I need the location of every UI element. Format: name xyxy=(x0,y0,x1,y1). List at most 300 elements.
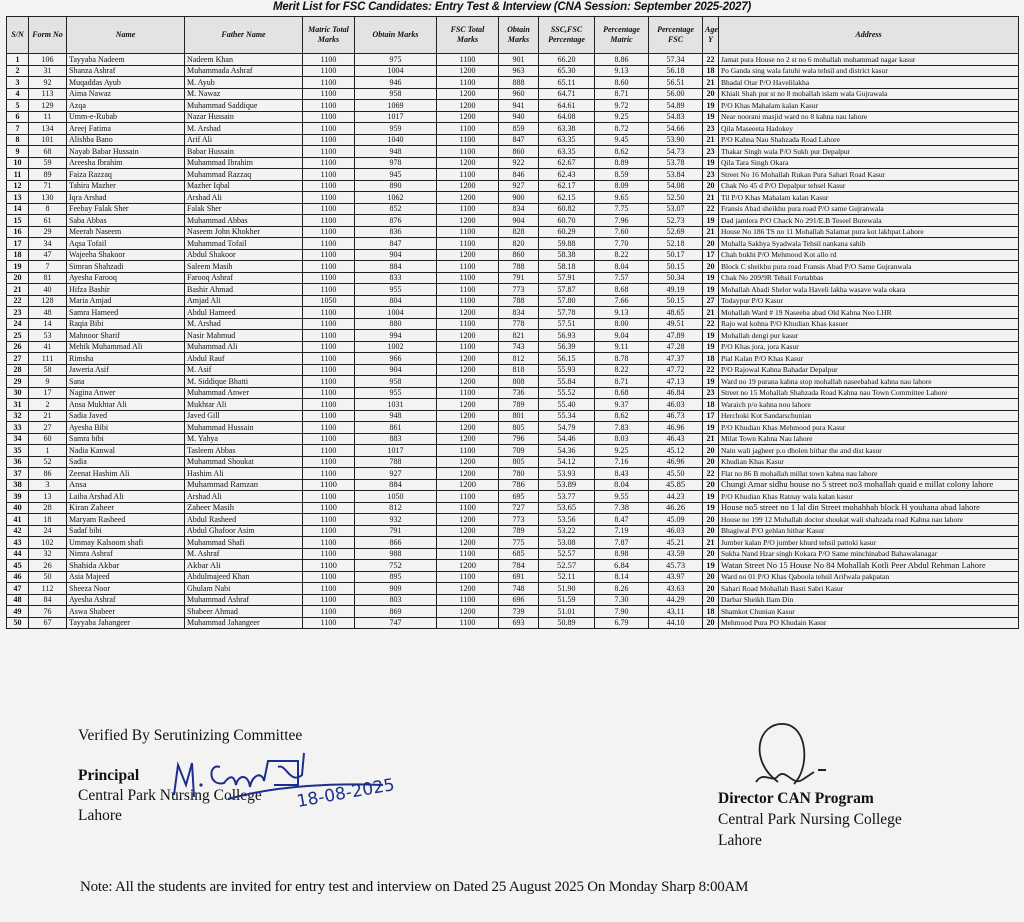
cell-age: 20 xyxy=(703,456,719,468)
merit-list-table xyxy=(6,16,1019,629)
cell-address: Mohallah Abadi Shelor wala Haveli lakha wasave wala okara xyxy=(719,284,1019,296)
cell-fsc-obtain: 808 xyxy=(499,376,539,388)
cell-form-no: 129 xyxy=(29,100,67,112)
cell-father-name: M. Ayub xyxy=(185,77,303,89)
table-row xyxy=(7,583,1019,595)
cell-percentage-fsc: 45.12 xyxy=(649,445,703,457)
cell-fsc-obtain: 812 xyxy=(499,353,539,365)
cell-form-no: 68 xyxy=(29,146,67,158)
cell-name: Sheeza Noor xyxy=(67,583,185,595)
cell-matric-obtain: 852 xyxy=(355,203,437,215)
cell-matric-obtain: 866 xyxy=(355,537,437,549)
cell-matric-total: 1100 xyxy=(303,606,355,618)
cell-fsc-total: 1200 xyxy=(437,606,499,618)
cell-percentage-matric: 7.66 xyxy=(595,295,649,307)
cell-address: Chungi Amar sidhu house no 5 street no3 mohallah quaid e millat colony lahore xyxy=(719,479,1019,491)
cell-address: House No 186 TS no 11 Mohallah Salamat pura kot lakhpat Lahore xyxy=(719,226,1019,238)
cell-sn: 40 xyxy=(7,502,29,514)
cell-father-name: Muhammad Saddique xyxy=(185,100,303,112)
cell-sn: 17 xyxy=(7,238,29,250)
cell-ssc-fsc-percentage: 62.17 xyxy=(539,180,595,192)
cell-ssc-fsc-percentage: 56.39 xyxy=(539,341,595,353)
cell-age: 18 xyxy=(703,606,719,618)
cell-form-no: 52 xyxy=(29,456,67,468)
cell-sn: 11 xyxy=(7,169,29,181)
cell-fsc-obtain: 739 xyxy=(499,606,539,618)
table-row xyxy=(7,410,1019,422)
cell-father-name: Shabeer Ahmad xyxy=(185,606,303,618)
table-row xyxy=(7,238,1019,250)
cell-matric-obtain: 932 xyxy=(355,514,437,526)
cell-ssc-fsc-percentage: 51.59 xyxy=(539,594,595,606)
cell-sn: 27 xyxy=(7,353,29,365)
cell-matric-obtain: 895 xyxy=(355,571,437,583)
cell-matric-total: 1100 xyxy=(303,364,355,376)
cell-percentage-fsc: 46.03 xyxy=(649,399,703,411)
cell-fsc-total: 1200 xyxy=(437,192,499,204)
cell-percentage-fsc: 56.51 xyxy=(649,77,703,89)
cell-address: Block C sheikhu pura road Fransis Abad P/O Same Gujranwala xyxy=(719,261,1019,273)
cell-percentage-fsc: 53.07 xyxy=(649,203,703,215)
cell-ssc-fsc-percentage: 65.30 xyxy=(539,65,595,77)
cell-ssc-fsc-percentage: 59.88 xyxy=(539,238,595,250)
cell-fsc-total: 1200 xyxy=(437,353,499,365)
cell-sn: 28 xyxy=(7,364,29,376)
cell-name: Ansa xyxy=(67,479,185,491)
cell-fsc-total: 1100 xyxy=(437,146,499,158)
cell-address: Fransis Abad sheikhu pura road P/O same Gujranwala xyxy=(719,203,1019,215)
cell-fsc-total: 1100 xyxy=(437,261,499,273)
cell-matric-obtain: 747 xyxy=(355,617,437,629)
cell-name: Zeenat Hashim Ali xyxy=(67,468,185,480)
cell-form-no: 24 xyxy=(29,525,67,537)
cell-form-no: 48 xyxy=(29,307,67,319)
cell-matric-obtain: 946 xyxy=(355,77,437,89)
cell-fsc-total: 1200 xyxy=(437,111,499,123)
cell-form-no: 1 xyxy=(29,445,67,457)
cell-address: Ward no 19 purana kahna stop mohallah naseebabad kahna nau lahore xyxy=(719,376,1019,388)
col-header-address: Address xyxy=(719,17,1019,54)
cell-address: P/O Rajowal Kahna Bahadar Depalpur xyxy=(719,364,1019,376)
cell-percentage-matric: 8.68 xyxy=(595,284,649,296)
cell-fsc-total: 1100 xyxy=(437,445,499,457)
cell-percentage-fsc: 46.96 xyxy=(649,422,703,434)
cell-fsc-total: 1200 xyxy=(437,525,499,537)
cell-matric-obtain: 1017 xyxy=(355,445,437,457)
cell-address: Darbar Sheikh Ilam Din xyxy=(719,594,1019,606)
cell-name: Kiran Zaheer xyxy=(67,502,185,514)
cell-address: Khiali Shah pur st no 8 mohallah islam wala Gujrawala xyxy=(719,88,1019,100)
cell-percentage-fsc: 47.89 xyxy=(649,330,703,342)
cell-ssc-fsc-percentage: 55.34 xyxy=(539,410,595,422)
cell-address: Waraich p/o kahna nou lahore xyxy=(719,399,1019,411)
table-row xyxy=(7,525,1019,537)
cell-matric-total: 1100 xyxy=(303,77,355,89)
cell-age: 20 xyxy=(703,88,719,100)
cell-percentage-fsc: 54.73 xyxy=(649,146,703,158)
cell-matric-total: 1100 xyxy=(303,468,355,480)
cell-form-no: 41 xyxy=(29,341,67,353)
cell-percentage-matric: 8.89 xyxy=(595,157,649,169)
cell-fsc-total: 1200 xyxy=(437,180,499,192)
cell-name: Shanza Ashraf xyxy=(67,65,185,77)
cell-percentage-fsc: 47.28 xyxy=(649,341,703,353)
table-row xyxy=(7,560,1019,572)
cell-percentage-fsc: 54.89 xyxy=(649,100,703,112)
cell-age: 22 xyxy=(703,318,719,330)
cell-percentage-fsc: 52.50 xyxy=(649,192,703,204)
table-row xyxy=(7,456,1019,468)
cell-age: 19 xyxy=(703,272,719,284)
col-header-fsc-total: FSC Total Marks xyxy=(437,17,499,54)
cell-age: 20 xyxy=(703,617,719,629)
verified-by-text: Verified By Serutinizing Committee xyxy=(78,727,303,744)
col-header-percentage-matric: Percentage Matric xyxy=(595,17,649,54)
cell-name: Muqaddas Ayub xyxy=(67,77,185,89)
cell-sn: 48 xyxy=(7,594,29,606)
cell-fsc-total: 1100 xyxy=(437,54,499,66)
cell-fsc-total: 1200 xyxy=(437,307,499,319)
cell-address: Thakar Singh wala P/O Sukh pur Depalpur xyxy=(719,146,1019,158)
cell-fsc-obtain: 847 xyxy=(499,134,539,146)
cell-matric-total: 1100 xyxy=(303,192,355,204)
cell-name: Maryam Rasheed xyxy=(67,514,185,526)
cell-percentage-matric: 8.60 xyxy=(595,77,649,89)
cell-age: 23 xyxy=(703,169,719,181)
cell-matric-obtain: 803 xyxy=(355,594,437,606)
cell-matric-obtain: 1069 xyxy=(355,100,437,112)
cell-matric-obtain: 804 xyxy=(355,295,437,307)
cell-fsc-obtain: 801 xyxy=(499,410,539,422)
cell-fsc-total: 1200 xyxy=(437,330,499,342)
cell-ssc-fsc-percentage: 53.22 xyxy=(539,525,595,537)
cell-percentage-fsc: 54.66 xyxy=(649,123,703,135)
cell-matric-obtain: 836 xyxy=(355,226,437,238)
cell-sn: 30 xyxy=(7,387,29,399)
table-row xyxy=(7,491,1019,503)
cell-percentage-fsc: 53.90 xyxy=(649,134,703,146)
cell-name: Nadia Kanwal xyxy=(67,445,185,457)
cell-name: Mahnoor Sharif xyxy=(67,330,185,342)
cell-sn: 13 xyxy=(7,192,29,204)
cell-form-no: 58 xyxy=(29,364,67,376)
cell-father-name: Amjad Ali xyxy=(185,295,303,307)
cell-form-no: 11 xyxy=(29,111,67,123)
cell-fsc-obtain: 821 xyxy=(499,330,539,342)
cell-fsc-total: 1100 xyxy=(437,123,499,135)
cell-sn: 47 xyxy=(7,583,29,595)
cell-sn: 6 xyxy=(7,111,29,123)
cell-matric-total: 1100 xyxy=(303,422,355,434)
table-row xyxy=(7,134,1019,146)
cell-ssc-fsc-percentage: 60.70 xyxy=(539,215,595,227)
cell-father-name: M. Asif xyxy=(185,364,303,376)
cell-percentage-matric: 7.19 xyxy=(595,525,649,537)
cell-address: Chak No 209/9R Tehsil Fortabbas xyxy=(719,272,1019,284)
cell-father-name: Abdulmajeed Khan xyxy=(185,571,303,583)
cell-father-name: Nasir Mahmud xyxy=(185,330,303,342)
cell-matric-total: 1100 xyxy=(303,100,355,112)
cell-father-name: Muhammad Razzaq xyxy=(185,169,303,181)
cell-matric-obtain: 909 xyxy=(355,583,437,595)
cell-name: Areesha Ibrahim xyxy=(67,157,185,169)
cell-form-no: 89 xyxy=(29,169,67,181)
cell-age: 22 xyxy=(703,468,719,480)
col-header-father-name: Father Name xyxy=(185,17,303,54)
cell-address: Watan Street No 15 House No 84 Mohallah Kotli Peer Abdul Rehman Lahore xyxy=(719,560,1019,572)
cell-fsc-total: 1200 xyxy=(437,514,499,526)
cell-address: Qila Maseeeta Hadokey xyxy=(719,123,1019,135)
table-row xyxy=(7,548,1019,560)
cell-matric-total: 1100 xyxy=(303,491,355,503)
city-left: Lahore xyxy=(78,807,122,824)
cell-fsc-obtain: 791 xyxy=(499,272,539,284)
cell-matric-total: 1100 xyxy=(303,226,355,238)
cell-percentage-fsc: 44.29 xyxy=(649,594,703,606)
cell-ssc-fsc-percentage: 57.91 xyxy=(539,272,595,284)
cell-form-no: 29 xyxy=(29,226,67,238)
cell-address: Street No 16 Mohallah Rukan Pura Sahari Road Kasur xyxy=(719,169,1019,181)
cell-address: Flat no 86 B mohallah millat town kahna nau lahore xyxy=(719,468,1019,480)
table-row xyxy=(7,215,1019,227)
cell-matric-obtain: 1031 xyxy=(355,399,437,411)
cell-name: Sadaf bibi xyxy=(67,525,185,537)
cell-form-no: 31 xyxy=(29,65,67,77)
cell-percentage-matric: 8.59 xyxy=(595,169,649,181)
cell-percentage-matric: 8.72 xyxy=(595,123,649,135)
col-header-matric-obtain: Obtain Marks xyxy=(355,17,437,54)
cell-address: Khudian Khas Kasur xyxy=(719,456,1019,468)
cell-address: House no 199 12 Mohallah doctor shoukat wali shahzada road Kahna nau lahore xyxy=(719,514,1019,526)
cell-address: Qila Tara Singh Okara xyxy=(719,157,1019,169)
cell-matric-obtain: 955 xyxy=(355,387,437,399)
table-row xyxy=(7,284,1019,296)
cell-sn: 3 xyxy=(7,77,29,89)
cell-fsc-obtain: 859 xyxy=(499,123,539,135)
cell-father-name: Nadeem Khan xyxy=(185,54,303,66)
cell-fsc-total: 1100 xyxy=(437,491,499,503)
signature-date: 18-08-2025 xyxy=(295,775,397,812)
table-row xyxy=(7,226,1019,238)
cell-ssc-fsc-percentage: 62.43 xyxy=(539,169,595,181)
cell-fsc-total: 1100 xyxy=(437,387,499,399)
cell-father-name: Javed Gill xyxy=(185,410,303,422)
cell-matric-obtain: 945 xyxy=(355,169,437,181)
cell-father-name: M. Ashraf xyxy=(185,548,303,560)
cell-fsc-total: 1100 xyxy=(437,341,499,353)
cell-form-no: 14 xyxy=(29,318,67,330)
cell-fsc-total: 1100 xyxy=(437,272,499,284)
cell-percentage-fsc: 50.15 xyxy=(649,295,703,307)
cell-form-no: 59 xyxy=(29,157,67,169)
cell-father-name: Zaheer Masih xyxy=(185,502,303,514)
cell-name: Umm-e-Rubab xyxy=(67,111,185,123)
cell-fsc-total: 1100 xyxy=(437,502,499,514)
cell-form-no: 71 xyxy=(29,180,67,192)
cell-sn: 41 xyxy=(7,514,29,526)
cell-fsc-obtain: 900 xyxy=(499,192,539,204)
cell-age: 19 xyxy=(703,111,719,123)
cell-address: Rajo wal kohna P/O Khudian Khas kasuer xyxy=(719,318,1019,330)
cell-percentage-matric: 7.75 xyxy=(595,203,649,215)
college-name-left: Central Park Nursing College xyxy=(78,787,262,804)
table-row xyxy=(7,192,1019,204)
cell-fsc-total: 1100 xyxy=(437,571,499,583)
cell-fsc-obtain: 709 xyxy=(499,445,539,457)
cell-fsc-total: 1200 xyxy=(437,399,499,411)
cell-father-name: Muhammad Shafi xyxy=(185,537,303,549)
cell-father-name: Muhammad Ashraf xyxy=(185,594,303,606)
cell-father-name: Muhammad Ramzan xyxy=(185,479,303,491)
cell-matric-obtain: 966 xyxy=(355,353,437,365)
cell-age: 23 xyxy=(703,387,719,399)
cell-age: 19 xyxy=(703,100,719,112)
cell-sn: 42 xyxy=(7,525,29,537)
cell-matric-total: 1100 xyxy=(303,111,355,123)
cell-ssc-fsc-percentage: 53.08 xyxy=(539,537,595,549)
cell-age: 19 xyxy=(703,284,719,296)
cell-address: P/O Khudian Khas Ratnay wala kalan kasur xyxy=(719,491,1019,503)
table-row xyxy=(7,445,1019,457)
cell-percentage-fsc: 49.51 xyxy=(649,318,703,330)
cell-fsc-obtain: 963 xyxy=(499,65,539,77)
cell-ssc-fsc-percentage: 57.51 xyxy=(539,318,595,330)
cell-fsc-obtain: 788 xyxy=(499,261,539,273)
cell-name: Alishba Bano xyxy=(67,134,185,146)
cell-ssc-fsc-percentage: 57.80 xyxy=(539,295,595,307)
cell-matric-obtain: 1004 xyxy=(355,307,437,319)
cell-fsc-obtain: 789 xyxy=(499,525,539,537)
table-row xyxy=(7,261,1019,273)
cell-percentage-matric: 8.14 xyxy=(595,571,649,583)
cell-fsc-total: 1200 xyxy=(437,537,499,549)
cell-percentage-fsc: 45.50 xyxy=(649,468,703,480)
cell-percentage-matric: 9.13 xyxy=(595,65,649,77)
cell-percentage-fsc: 43.11 xyxy=(649,606,703,618)
cell-percentage-fsc: 43.97 xyxy=(649,571,703,583)
cell-age: 20 xyxy=(703,525,719,537)
cell-matric-obtain: 1062 xyxy=(355,192,437,204)
cell-name: Faiza Razzaq xyxy=(67,169,185,181)
cell-ssc-fsc-percentage: 65.11 xyxy=(539,77,595,89)
cell-fsc-obtain: 796 xyxy=(499,433,539,445)
cell-form-no: 27 xyxy=(29,422,67,434)
cell-fsc-obtain: 888 xyxy=(499,77,539,89)
table-row xyxy=(7,387,1019,399)
cell-matric-total: 1100 xyxy=(303,134,355,146)
cell-percentage-matric: 8.22 xyxy=(595,249,649,261)
cell-ssc-fsc-percentage: 54.36 xyxy=(539,445,595,457)
cell-percentage-fsc: 47.37 xyxy=(649,353,703,365)
cell-matric-total: 1100 xyxy=(303,399,355,411)
cell-percentage-matric: 8.03 xyxy=(595,433,649,445)
table-row xyxy=(7,502,1019,514)
cell-ssc-fsc-percentage: 53.56 xyxy=(539,514,595,526)
cell-ssc-fsc-percentage: 63.38 xyxy=(539,123,595,135)
col-header-sn: S/N xyxy=(7,17,29,54)
cell-percentage-fsc: 45.85 xyxy=(649,479,703,491)
table-row xyxy=(7,146,1019,158)
cell-matric-total: 1100 xyxy=(303,456,355,468)
cell-matric-total: 1100 xyxy=(303,537,355,549)
cell-form-no: 130 xyxy=(29,192,67,204)
cell-matric-total: 1100 xyxy=(303,330,355,342)
cell-percentage-fsc: 49.19 xyxy=(649,284,703,296)
cell-fsc-obtain: 773 xyxy=(499,514,539,526)
cell-father-name: Muhammad Abbas xyxy=(185,215,303,227)
cell-matric-total: 1100 xyxy=(303,318,355,330)
cell-percentage-matric: 8.26 xyxy=(595,583,649,595)
cell-address: Todaypur P/O Kasur xyxy=(719,295,1019,307)
cell-fsc-total: 1100 xyxy=(437,295,499,307)
table-row xyxy=(7,169,1019,181)
cell-sn: 45 xyxy=(7,560,29,572)
cell-percentage-matric: 8.43 xyxy=(595,468,649,480)
cell-matric-obtain: 812 xyxy=(355,502,437,514)
cell-address: Chak No 45 d P/O Depalpur tehsel Kasur xyxy=(719,180,1019,192)
cell-matric-total: 1100 xyxy=(303,341,355,353)
cell-matric-total: 1100 xyxy=(303,261,355,273)
cell-matric-total: 1100 xyxy=(303,146,355,158)
cell-matric-obtain: 1002 xyxy=(355,341,437,353)
cell-matric-total: 1100 xyxy=(303,54,355,66)
cell-form-no: 60 xyxy=(29,433,67,445)
cell-sn: 7 xyxy=(7,123,29,135)
cell-form-no: 40 xyxy=(29,284,67,296)
cell-percentage-fsc: 54.08 xyxy=(649,180,703,192)
col-header-ssc-fsc-percentage: SSC,FSC Percentage xyxy=(539,17,595,54)
cell-sn: 12 xyxy=(7,180,29,192)
cell-percentage-matric: 8.62 xyxy=(595,410,649,422)
cell-sn: 36 xyxy=(7,456,29,468)
cell-percentage-matric: 7.16 xyxy=(595,456,649,468)
cell-age: 21 xyxy=(703,433,719,445)
cell-fsc-total: 1200 xyxy=(437,583,499,595)
cell-address: Sahari Road Mohallah Basti Sabri Kasur xyxy=(719,583,1019,595)
cell-fsc-obtain: 834 xyxy=(499,203,539,215)
cell-percentage-matric: 9.37 xyxy=(595,399,649,411)
cell-father-name: M. Yahya xyxy=(185,433,303,445)
cell-fsc-total: 1200 xyxy=(437,88,499,100)
cell-matric-total: 1100 xyxy=(303,169,355,181)
cell-sn: 35 xyxy=(7,445,29,457)
cell-fsc-obtain: 860 xyxy=(499,249,539,261)
cell-name: Tayyaba Jahangeer xyxy=(67,617,185,629)
cell-sn: 16 xyxy=(7,226,29,238)
cell-percentage-matric: 7.38 xyxy=(595,502,649,514)
table-row xyxy=(7,180,1019,192)
cell-sn: 38 xyxy=(7,479,29,491)
cell-sn: 8 xyxy=(7,134,29,146)
table-row xyxy=(7,203,1019,215)
cell-percentage-fsc: 53.78 xyxy=(649,157,703,169)
cell-percentage-fsc: 56.18 xyxy=(649,65,703,77)
cell-age: 19 xyxy=(703,157,719,169)
cell-matric-total: 1100 xyxy=(303,376,355,388)
cell-percentage-matric: 7.87 xyxy=(595,537,649,549)
cell-address: Bhagiwal P/O gehlan hithar Kasur xyxy=(719,525,1019,537)
cell-fsc-total: 1200 xyxy=(437,468,499,480)
cell-fsc-obtain: 695 xyxy=(499,491,539,503)
table-row xyxy=(7,468,1019,480)
cell-matric-total: 1100 xyxy=(303,353,355,365)
cell-form-no: 32 xyxy=(29,548,67,560)
cell-matric-obtain: 791 xyxy=(355,525,437,537)
col-header-percentage-fsc: Percentage FSC xyxy=(649,17,703,54)
cell-percentage-matric: 9.25 xyxy=(595,111,649,123)
cell-sn: 23 xyxy=(7,307,29,319)
cell-ssc-fsc-percentage: 60.29 xyxy=(539,226,595,238)
